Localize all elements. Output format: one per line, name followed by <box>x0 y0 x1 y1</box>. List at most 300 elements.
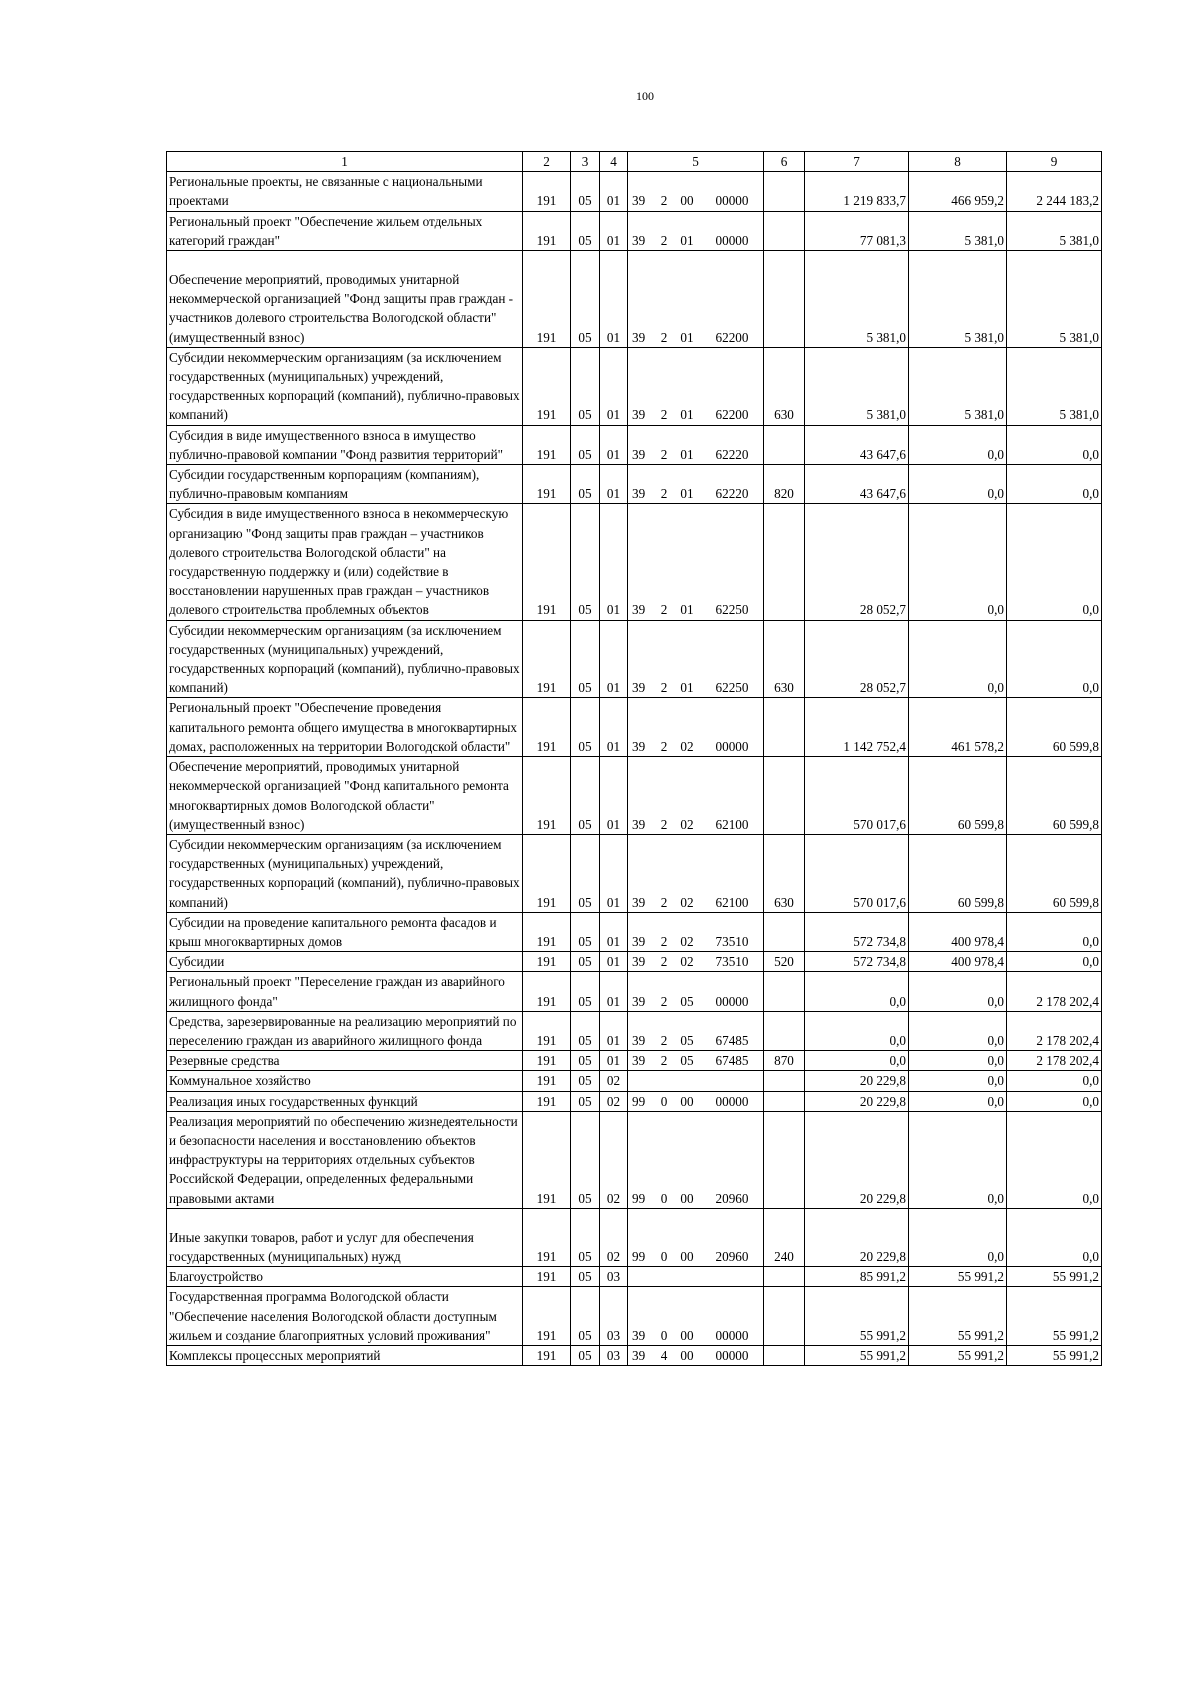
table-row <box>167 347 1102 425</box>
target-article-part: 0 <box>660 1327 668 1343</box>
row-code-subsection: 01 <box>600 620 628 698</box>
target-article-part: 62100 <box>715 894 749 910</box>
row-amount-col8: 60 599,8 <box>909 834 1007 912</box>
budget-table <box>166 151 1102 1366</box>
row-amount-col9: 55 991,2 <box>1007 1287 1102 1346</box>
row-code-target-article <box>628 972 764 1011</box>
row-code-ministry: 191 <box>523 1111 571 1208</box>
target-article-part: 0 <box>660 1248 668 1264</box>
target-article-part: 39 <box>632 1327 646 1343</box>
target-article-part: 00 <box>680 193 694 209</box>
row-amount-col7: 20 229,8 <box>805 1208 909 1266</box>
row-amount-col8: 0,0 <box>909 620 1007 698</box>
row-amount-col8: 55 991,2 <box>909 1345 1007 1365</box>
row-code-target-article <box>628 757 764 835</box>
target-article-part: 01 <box>680 329 694 345</box>
target-article-part: 02 <box>680 738 694 754</box>
row-code-ministry: 191 <box>523 425 571 464</box>
row-code-target-article <box>628 1011 764 1050</box>
target-article-part: 20960 <box>715 1248 749 1264</box>
row-amount-col9: 5 381,0 <box>1007 211 1102 250</box>
row-name: Региональный проект "Обеспечение проведения капитального ремонта общего имущества в многоквартирных домах, расположенных на территории Вологодской области" <box>167 698 523 757</box>
row-amount-col7: 572 734,8 <box>805 912 909 951</box>
row-code-expense-type <box>764 1345 805 1365</box>
row-amount-col8: 55 991,2 <box>909 1287 1007 1346</box>
row-code-subsection: 02 <box>600 1208 628 1266</box>
row-code-expense-type <box>764 425 805 464</box>
row-code-ministry: 191 <box>523 504 571 620</box>
target-article-part: 2 <box>660 1032 668 1048</box>
target-article-parts <box>630 600 761 619</box>
target-article-part: 01 <box>680 602 694 618</box>
row-amount-col9: 55 991,2 <box>1007 1345 1102 1365</box>
row-amount-col8: 5 381,0 <box>909 251 1007 348</box>
target-article-part: 4 <box>660 1347 668 1363</box>
row-code-ministry: 191 <box>523 952 571 972</box>
row-amount-col9: 0,0 <box>1007 1208 1102 1266</box>
row-code-ministry: 191 <box>523 465 571 504</box>
row-code-ministry: 191 <box>523 912 571 951</box>
row-amount-col8: 0,0 <box>909 1208 1007 1266</box>
row-name: Резервные средства <box>167 1051 523 1071</box>
target-article-part: 05 <box>680 993 694 1009</box>
header-cell: 5 <box>628 152 764 172</box>
table-row <box>167 1267 1102 1287</box>
row-name: Реализация иных государственных функций <box>167 1091 523 1111</box>
target-article-part: 01 <box>680 446 694 462</box>
target-article-part: 02 <box>680 933 694 949</box>
row-amount-col7: 43 647,6 <box>805 465 909 504</box>
row-amount-col8: 0,0 <box>909 972 1007 1011</box>
target-article-part: 00 <box>680 1248 694 1264</box>
target-article-part: 01 <box>680 232 694 248</box>
row-amount-col7: 43 647,6 <box>805 425 909 464</box>
row-code-ministry: 191 <box>523 757 571 835</box>
target-article-part: 39 <box>632 954 646 970</box>
row-amount-col7: 20 229,8 <box>805 1091 909 1111</box>
row-amount-col9: 5 381,0 <box>1007 347 1102 425</box>
row-code-section: 05 <box>571 425 600 464</box>
row-code-ministry: 191 <box>523 1091 571 1111</box>
row-amount-col7: 1 142 752,4 <box>805 698 909 757</box>
row-code-section: 05 <box>571 952 600 972</box>
row-amount-col7: 5 381,0 <box>805 251 909 348</box>
target-article-part: 00000 <box>715 193 749 209</box>
row-amount-col8: 5 381,0 <box>909 211 1007 250</box>
row-code-section: 05 <box>571 1071 600 1091</box>
target-article-part: 2 <box>660 680 668 696</box>
table-row <box>167 211 1102 250</box>
target-article-part: 39 <box>632 993 646 1009</box>
target-article-part: 2 <box>660 446 668 462</box>
target-article-part: 62220 <box>715 446 749 462</box>
row-code-expense-type: 630 <box>764 620 805 698</box>
row-code-subsection: 03 <box>600 1267 628 1287</box>
table-row <box>167 504 1102 620</box>
row-name: Субсидия в виде имущественного взноса в имущество публично-правовой компании "Фонд развития территорий" <box>167 425 523 464</box>
target-article-part: 39 <box>632 738 646 754</box>
table-row <box>167 172 1102 211</box>
target-article-part: 01 <box>680 486 694 502</box>
header-cell: 2 <box>523 152 571 172</box>
row-code-target-article <box>628 1111 764 1208</box>
row-code-ministry: 191 <box>523 172 571 211</box>
row-code-section: 05 <box>571 251 600 348</box>
row-amount-col9: 0,0 <box>1007 912 1102 951</box>
row-amount-col7: 20 229,8 <box>805 1111 909 1208</box>
target-article-part: 62250 <box>715 602 749 618</box>
row-code-target-article <box>628 1345 764 1365</box>
target-article-part: 2 <box>660 894 668 910</box>
row-code-target-article <box>628 504 764 620</box>
target-article-part: 2 <box>660 232 668 248</box>
target-article-part: 39 <box>632 816 646 832</box>
table-row <box>167 912 1102 951</box>
header-cell: 1 <box>167 152 523 172</box>
row-code-ministry: 191 <box>523 1011 571 1050</box>
row-code-subsection: 03 <box>600 1287 628 1346</box>
row-amount-col8: 0,0 <box>909 1071 1007 1091</box>
row-code-target-article <box>628 834 764 912</box>
row-name: Региональный проект "Переселение граждан из аварийного жилищного фонда" <box>167 972 523 1011</box>
target-article-part: 00000 <box>715 738 749 754</box>
row-code-ministry: 191 <box>523 347 571 425</box>
target-article-part: 39 <box>632 894 646 910</box>
row-code-target-article <box>628 1208 764 1266</box>
row-amount-col9: 0,0 <box>1007 425 1102 464</box>
row-code-section: 05 <box>571 972 600 1011</box>
target-article-parts <box>630 992 761 1011</box>
row-amount-col8: 0,0 <box>909 1051 1007 1071</box>
row-amount-col9: 0,0 <box>1007 1091 1102 1111</box>
row-code-section: 05 <box>571 834 600 912</box>
target-article-part: 20960 <box>715 1190 749 1206</box>
target-article-part: 99 <box>632 1248 646 1264</box>
table-row <box>167 425 1102 464</box>
row-code-section: 05 <box>571 211 600 250</box>
target-article-part: 39 <box>632 407 646 423</box>
row-code-target-article <box>628 172 764 211</box>
target-article-part: 39 <box>632 193 646 209</box>
target-article-part: 0 <box>660 1190 668 1206</box>
row-code-subsection: 03 <box>600 1345 628 1365</box>
row-amount-col9: 2 178 202,4 <box>1007 972 1102 1011</box>
row-code-section: 05 <box>571 1011 600 1050</box>
row-amount-col9: 0,0 <box>1007 952 1102 972</box>
target-article-parts <box>630 191 761 210</box>
target-article-part: 00 <box>680 1327 694 1343</box>
row-amount-col7: 570 017,6 <box>805 757 909 835</box>
target-article-parts <box>630 445 761 464</box>
row-code-target-article <box>628 347 764 425</box>
row-code-expense-type <box>764 172 805 211</box>
table-row <box>167 620 1102 698</box>
row-code-section: 05 <box>571 1091 600 1111</box>
header-cell: 3 <box>571 152 600 172</box>
target-article-part: 01 <box>680 680 694 696</box>
target-article-part: 00000 <box>715 993 749 1009</box>
table-row <box>167 757 1102 835</box>
table-row <box>167 972 1102 1011</box>
row-name: Региональные проекты, не связанные с национальными проектами <box>167 172 523 211</box>
target-article-part: 00000 <box>715 1347 749 1363</box>
target-article-part: 99 <box>632 1093 646 1109</box>
row-amount-col8: 0,0 <box>909 504 1007 620</box>
target-article-part: 73510 <box>715 933 749 949</box>
row-code-expense-type <box>764 1287 805 1346</box>
target-article-part: 62250 <box>715 680 749 696</box>
row-code-section: 05 <box>571 504 600 620</box>
row-code-expense-type <box>764 1111 805 1208</box>
target-article-part: 39 <box>632 680 646 696</box>
row-name: Государственная программа Вологодской области "Обеспечение населения Вологодской области доступным жильем и создание благоприятных условий проживания" <box>167 1287 523 1346</box>
target-article-part: 39 <box>632 1347 646 1363</box>
row-code-section: 05 <box>571 1208 600 1266</box>
target-article-part: 2 <box>660 602 668 618</box>
row-code-target-article <box>628 1051 764 1071</box>
row-amount-col9: 60 599,8 <box>1007 757 1102 835</box>
row-code-section: 05 <box>571 1051 600 1071</box>
row-code-target-article <box>628 1091 764 1111</box>
row-amount-col7: 0,0 <box>805 1051 909 1071</box>
header-cell: 7 <box>805 152 909 172</box>
row-amount-col7: 28 052,7 <box>805 620 909 698</box>
row-code-subsection: 01 <box>600 698 628 757</box>
target-article-part: 2 <box>660 954 668 970</box>
target-article-part: 00000 <box>715 232 749 248</box>
row-code-ministry: 191 <box>523 620 571 698</box>
row-amount-col9: 2 178 202,4 <box>1007 1011 1102 1050</box>
row-amount-col8: 0,0 <box>909 1011 1007 1050</box>
row-code-ministry: 191 <box>523 1287 571 1346</box>
row-amount-col8: 400 978,4 <box>909 912 1007 951</box>
row-code-target-article <box>628 1267 764 1287</box>
row-code-expense-type <box>764 972 805 1011</box>
header-cell: 9 <box>1007 152 1102 172</box>
row-name: Субсидии государственным корпорациям (компаниям), публично-правовым компаниям <box>167 465 523 504</box>
table-row <box>167 1051 1102 1071</box>
target-article-part: 00 <box>680 1093 694 1109</box>
row-code-expense-type <box>764 1267 805 1287</box>
row-code-ministry: 191 <box>523 1051 571 1071</box>
target-article-part: 39 <box>632 933 646 949</box>
row-code-section: 05 <box>571 347 600 425</box>
row-amount-col8: 0,0 <box>909 465 1007 504</box>
row-code-subsection: 01 <box>600 972 628 1011</box>
row-amount-col9: 0,0 <box>1007 504 1102 620</box>
target-article-part: 2 <box>660 738 668 754</box>
row-code-subsection: 01 <box>600 172 628 211</box>
row-amount-col9: 5 381,0 <box>1007 251 1102 348</box>
target-article-part: 2 <box>660 933 668 949</box>
target-article-part: 62200 <box>715 329 749 345</box>
row-code-subsection: 02 <box>600 1091 628 1111</box>
row-code-subsection: 02 <box>600 1111 628 1208</box>
row-amount-col7: 570 017,6 <box>805 834 909 912</box>
table-row <box>167 1111 1102 1208</box>
row-code-target-article <box>628 1287 764 1346</box>
target-article-parts <box>630 1247 761 1266</box>
row-code-target-article <box>628 620 764 698</box>
row-code-expense-type: 630 <box>764 834 805 912</box>
target-article-part: 73510 <box>715 954 749 970</box>
row-code-ministry: 191 <box>523 1345 571 1365</box>
table-row <box>167 1071 1102 1091</box>
row-code-target-article <box>628 912 764 951</box>
target-article-part: 00000 <box>715 1327 749 1343</box>
row-name: Субсидии <box>167 952 523 972</box>
target-article-part: 00000 <box>715 1093 749 1109</box>
target-article-part: 62100 <box>715 816 749 832</box>
row-amount-col7: 28 052,7 <box>805 504 909 620</box>
target-article-parts <box>630 1051 761 1070</box>
row-code-subsection: 01 <box>600 504 628 620</box>
row-name: Реализация мероприятий по обеспечению жизнедеятельности и безопасности населения и восстановлению объектов инфраструктуры на территориях отдельных субъектов Российской Федерации, определенных федеральными правовыми актами <box>167 1111 523 1208</box>
target-article-part: 2 <box>660 816 668 832</box>
row-amount-col9: 0,0 <box>1007 1071 1102 1091</box>
target-article-part: 39 <box>632 329 646 345</box>
row-code-section: 05 <box>571 698 600 757</box>
row-amount-col8: 0,0 <box>909 1091 1007 1111</box>
row-code-section: 05 <box>571 912 600 951</box>
row-code-section: 05 <box>571 172 600 211</box>
header-cell: 4 <box>600 152 628 172</box>
target-article-parts <box>630 1326 761 1345</box>
target-article-parts <box>630 405 761 424</box>
row-code-section: 05 <box>571 620 600 698</box>
target-article-parts <box>630 1189 761 1208</box>
row-code-target-article <box>628 1071 764 1091</box>
row-amount-col8: 0,0 <box>909 1111 1007 1208</box>
row-amount-col8: 55 991,2 <box>909 1267 1007 1287</box>
target-article-part: 39 <box>632 1053 646 1069</box>
target-article-parts <box>630 1346 761 1365</box>
row-name: Субсидии некоммерческим организациям (за исключением государственных (муниципальных) учреждений, государственных корпораций (компаний), публично-правовых компаний) <box>167 620 523 698</box>
row-name: Коммунальное хозяйство <box>167 1071 523 1091</box>
target-article-parts <box>630 1031 761 1050</box>
row-code-expense-type: 520 <box>764 952 805 972</box>
target-article-part: 39 <box>632 1032 646 1048</box>
row-amount-col9: 0,0 <box>1007 620 1102 698</box>
row-amount-col7: 55 991,2 <box>805 1287 909 1346</box>
row-code-subsection: 01 <box>600 912 628 951</box>
row-name: Благоустройство <box>167 1267 523 1287</box>
target-article-part: 2 <box>660 407 668 423</box>
target-article-part: 00 <box>680 1190 694 1206</box>
table-row <box>167 1208 1102 1266</box>
row-code-expense-type <box>764 251 805 348</box>
row-name: Иные закупки товаров, работ и услуг для обеспечения государственных (муниципальных) нужд <box>167 1208 523 1266</box>
row-code-expense-type <box>764 1011 805 1050</box>
table-row <box>167 1345 1102 1365</box>
row-code-ministry: 191 <box>523 1208 571 1266</box>
target-article-part: 39 <box>632 446 646 462</box>
target-article-part: 39 <box>632 232 646 248</box>
row-code-subsection: 01 <box>600 952 628 972</box>
row-code-expense-type <box>764 698 805 757</box>
row-amount-col8: 5 381,0 <box>909 347 1007 425</box>
row-code-section: 05 <box>571 465 600 504</box>
row-code-ministry: 191 <box>523 211 571 250</box>
row-amount-col9: 55 991,2 <box>1007 1267 1102 1287</box>
row-code-target-article <box>628 211 764 250</box>
row-amount-col8: 60 599,8 <box>909 757 1007 835</box>
row-amount-col7: 572 734,8 <box>805 952 909 972</box>
row-amount-col7: 85 991,2 <box>805 1267 909 1287</box>
row-amount-col7: 0,0 <box>805 1011 909 1050</box>
target-article-part: 62220 <box>715 486 749 502</box>
row-code-target-article <box>628 698 764 757</box>
target-article-parts <box>630 932 761 951</box>
row-code-ministry: 191 <box>523 972 571 1011</box>
target-article-part: 05 <box>680 1032 694 1048</box>
row-code-expense-type: 820 <box>764 465 805 504</box>
row-code-subsection: 01 <box>600 425 628 464</box>
row-amount-col8: 466 959,2 <box>909 172 1007 211</box>
row-amount-col9: 2 178 202,4 <box>1007 1051 1102 1071</box>
target-article-parts <box>630 1092 761 1111</box>
target-article-part: 67485 <box>715 1032 749 1048</box>
row-code-target-article <box>628 425 764 464</box>
row-name: Региональный проект "Обеспечение жильем отдельных категорий граждан" <box>167 211 523 250</box>
header-row <box>167 152 1102 172</box>
row-amount-col9: 60 599,8 <box>1007 698 1102 757</box>
target-article-part: 02 <box>680 894 694 910</box>
row-amount-col9: 2 244 183,2 <box>1007 172 1102 211</box>
row-code-expense-type <box>764 912 805 951</box>
row-code-subsection: 01 <box>600 834 628 912</box>
target-article-parts <box>630 815 761 834</box>
row-name: Субсидии на проведение капитального ремонта фасадов и крыш многоквартирных домов <box>167 912 523 951</box>
table-row <box>167 251 1102 348</box>
target-article-part: 05 <box>680 1053 694 1069</box>
row-code-expense-type: 630 <box>764 347 805 425</box>
row-code-subsection: 01 <box>600 757 628 835</box>
row-amount-col9: 0,0 <box>1007 465 1102 504</box>
target-article-part: 2 <box>660 329 668 345</box>
row-code-subsection: 01 <box>600 1051 628 1071</box>
row-code-subsection: 01 <box>600 211 628 250</box>
row-code-section: 05 <box>571 1287 600 1346</box>
table-row <box>167 834 1102 912</box>
target-article-part: 00 <box>680 1347 694 1363</box>
table-row <box>167 1091 1102 1111</box>
row-code-ministry: 191 <box>523 1071 571 1091</box>
page-number: 100 <box>636 89 654 103</box>
row-amount-col9: 60 599,8 <box>1007 834 1102 912</box>
target-article-part: 02 <box>680 816 694 832</box>
row-name: Субсидии некоммерческим организациям (за исключением государственных (муниципальных) учреждений, государственных корпораций (компаний), публично-правовых компаний) <box>167 834 523 912</box>
row-code-expense-type <box>764 504 805 620</box>
row-code-subsection: 01 <box>600 347 628 425</box>
row-code-target-article <box>628 952 764 972</box>
table-row <box>167 1287 1102 1346</box>
target-article-part: 02 <box>680 954 694 970</box>
target-article-part: 2 <box>660 1053 668 1069</box>
header-cell: 8 <box>909 152 1007 172</box>
target-article-part: 2 <box>660 486 668 502</box>
row-code-subsection: 01 <box>600 1011 628 1050</box>
target-article-parts <box>630 484 761 503</box>
target-article-part: 39 <box>632 602 646 618</box>
row-code-expense-type: 870 <box>764 1051 805 1071</box>
target-article-part: 0 <box>660 1093 668 1109</box>
row-amount-col8: 400 978,4 <box>909 952 1007 972</box>
row-code-section: 05 <box>571 1111 600 1208</box>
row-code-expense-type <box>764 1091 805 1111</box>
row-amount-col7: 55 991,2 <box>805 1345 909 1365</box>
row-amount-col7: 77 081,3 <box>805 211 909 250</box>
